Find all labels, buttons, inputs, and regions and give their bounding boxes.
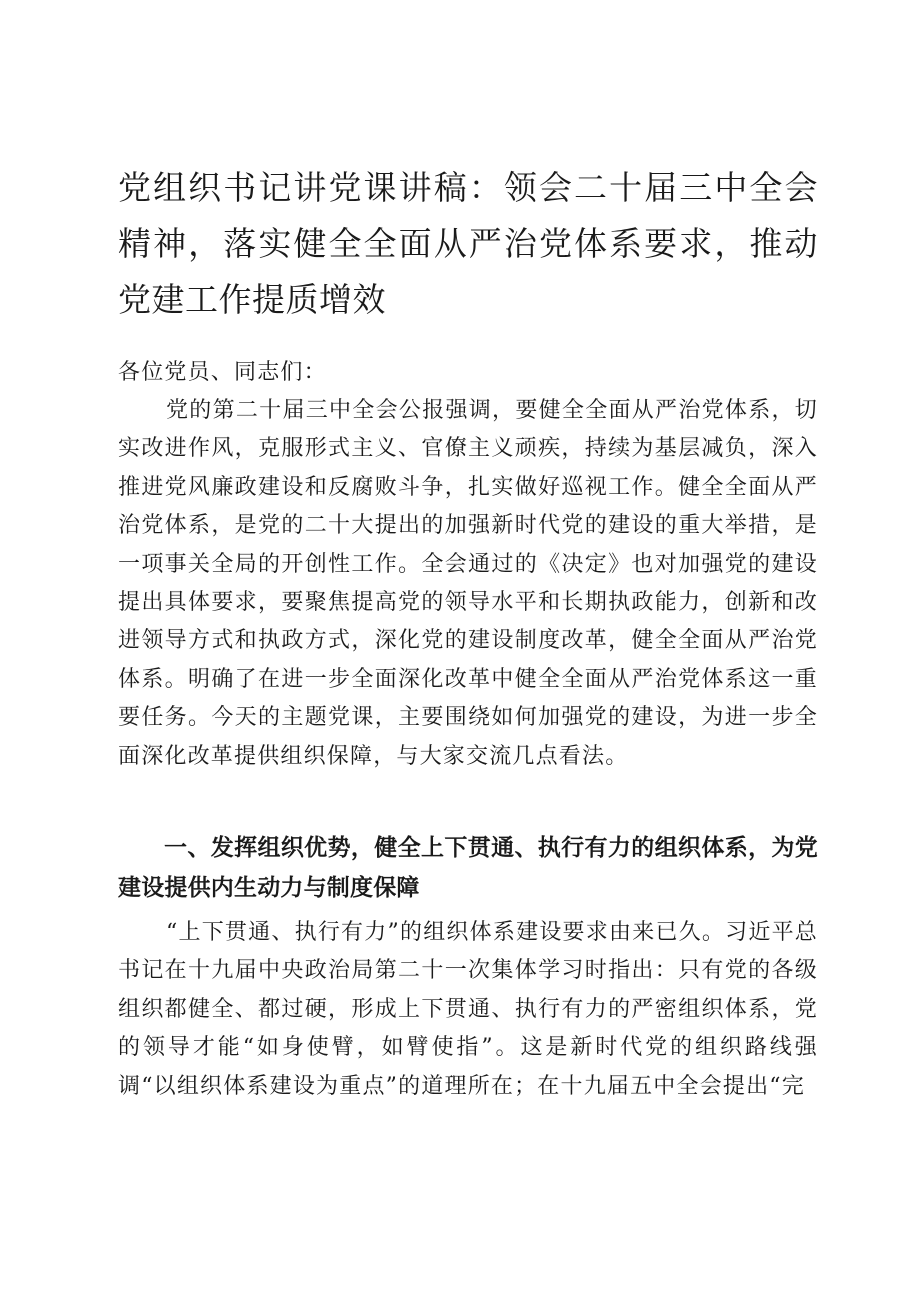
section-heading-1: 一、发挥组织优势，健全上下贯通、执行有力的组织体系，为党建设提供内生动力与制度保障 [118, 835, 818, 901]
document-title: 党组织书记讲党课讲稿：领会二十届三中全会精神，落实健全全面从严治党体系要求，推动党建工作提质增效 [118, 168, 818, 319]
intro-paragraph: 党的第二十届三中全会公报强调，要健全全面从严治党体系，切实改进作风，克服形式主义、官僚主义顽疾，持续为基层减负，深入推进党风廉政建设和反腐败斗争，扎实做好巡视工作。健全全面从严治党体系，是党的二十大提出的加强新时代党的建设的重大举措，是一项事关全局的开创性工作。全会通过的《决定》也对加强党的建设提出具体要求，要聚焦提高党的领导水平和长期执政能力，创新和改进领导方式和执政方式，深化党的建设制度改革，健全全面从严治党体系。明确了在进一步全面深化改革中健全全面从严治党体系这一重要任务。今天的主题党课，主要围绕如何加强党的建设，为进一步全面深化改革提供组织保障，与大家交流几点看法。 [118, 398, 818, 769]
salutation: 各位党员、同志们： [118, 360, 327, 385]
section-1-paragraph: “上下贯通、执行有力”的组织体系建设要求由来已久。习近平总书记在十九届中央政治局第二十一次集体学习时指出：只有党的各级组织都健全、都过硬，形成上下贯通、执行有力的严密组织体系，党的领导才能“如身使臂，如臂使指”。这是新时代党的组织路线强调“以组织体系建设为重点”的道理所在；在十九届五中全会提出“完 [118, 920, 818, 1099]
